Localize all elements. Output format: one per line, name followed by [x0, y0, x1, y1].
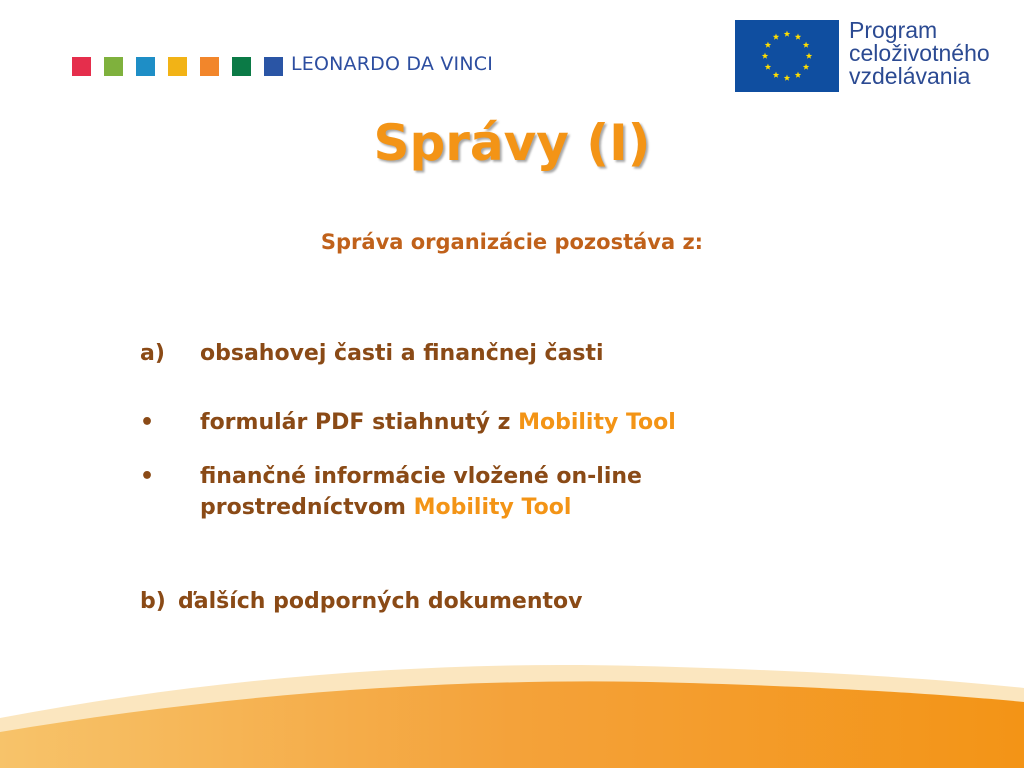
bullet-marker: • — [140, 410, 155, 435]
list-item-text — [200, 338, 780, 369]
item-text: obsahovej časti a finančnej časti — [200, 341, 604, 366]
slide-title: Správy (I) — [373, 114, 651, 172]
color-square-1 — [72, 57, 91, 76]
eu-logo-line-1: Program — [849, 17, 938, 43]
squares-row — [72, 57, 283, 76]
color-square-3 — [136, 57, 155, 76]
color-square-7 — [264, 57, 283, 76]
color-square-5 — [200, 57, 219, 76]
list-marker: b) — [140, 589, 166, 614]
color-square-4 — [168, 57, 187, 76]
decorative-wave — [0, 600, 1024, 768]
color-square-6 — [232, 57, 251, 76]
eu-logo — [735, 17, 990, 92]
item-text: formulár PDF stiahnutý z — [200, 410, 519, 435]
bullet-marker: • — [140, 464, 155, 489]
program-name: LEONARDO DA VINCI — [291, 53, 494, 75]
item-text: ďalších podporných dokumentov — [178, 589, 583, 614]
eu-logo-text — [849, 19, 990, 88]
item-text: finančné informácie vložené on-line prostredníctvom — [200, 464, 642, 520]
slide-subtitle: Správa organizácie pozostáva z: — [320, 230, 704, 254]
eu-logo-line-3: vzdelávania — [849, 63, 971, 89]
list-item-text — [200, 461, 740, 523]
mobility-tool-highlight: Mobility Tool — [413, 495, 572, 520]
list-item-text — [200, 407, 780, 438]
eu-flag-icon — [735, 20, 839, 92]
color-square-2 — [104, 57, 123, 76]
list-marker: a) — [140, 341, 165, 366]
eu-logo-line-2: celoživotného — [849, 40, 990, 66]
mobility-tool-highlight: Mobility Tool — [518, 410, 676, 435]
